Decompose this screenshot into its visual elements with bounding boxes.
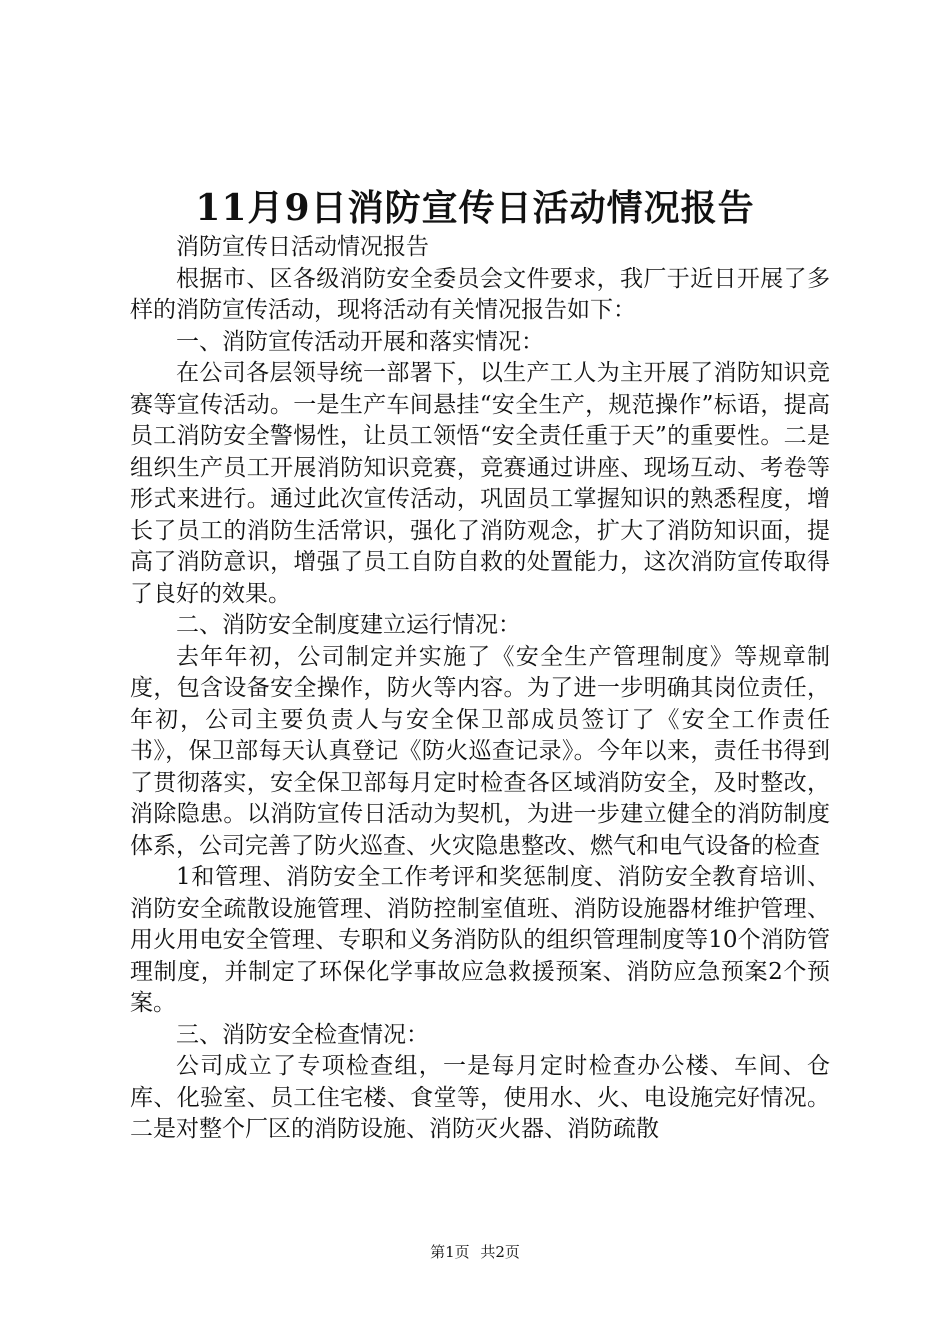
section-heading-1: 一、消防宣传活动开展和落实情况： (176, 328, 544, 355)
paragraph-section-1: 在公司各层领导统一部署下，以生产工人为主开展了消防知识竞赛等宣传活动。一是生产车间悬挂“安全生产，规范操作”标语，提高员工消防安全警惕性，让员工领悟“安全责任重于天”的重要性。二是组织生产员工开展消防知识竞赛，竞赛通过讲座、现场互动、考卷等形式来进行。通过此次宣传活动，巩固员工掌握知识的熟悉程度，增长了员工的消防生活常识，强化了消防观念，扩大了消防知识面，提高了消防意识，增强了员工自防自救的处置能力，这次消防宣传取得了良好的效果。 (130, 360, 830, 607)
document-body (130, 232, 830, 1146)
page-number: 第1页 (430, 1243, 470, 1261)
paragraph-section-3: 公司成立了专项检查组，一是每月定时检查办公楼、车间、仓库、化验室、员工住宅楼、食堂等，使用水、火、电设施完好情况。二是对整个厂区的消防设施、消防灭火器、消防疏散 (130, 1053, 830, 1142)
section-heading-3: 三、消防安全检查情况： (176, 1021, 429, 1048)
paragraph-subtitle: 消防宣传日活动情况报告 (176, 234, 429, 260)
section-heading-2: 二、消防安全制度建立运行情况： (176, 612, 521, 638)
paragraph-intro: 根据市、区各级消防安全委员会文件要求，我厂于近日开展了多样的消防宣传活动，现将活动有关情况报告如下： (130, 265, 830, 323)
page-footer (0, 1242, 950, 1262)
page-total: 共2页 (480, 1243, 520, 1261)
paragraph-section-2: 去年年初，公司制定并实施了《安全生产管理制度》等规章制度，包含设备安全操作，防火等内容。为了进一步明确其岗位责任，年初，公司主要负责人与安全保卫部成员签订了《安全工作责任书》，保卫部每天认真登记《防火巡查记录》。今年以来，责任书得到了贯彻落实，安全保卫部每月定时检查各区域消防安全，及时整改，消除隐患。以消防宣传日活动为契机，为进一步建立健全的消防制度体系，公司完善了防火巡查、火灾隐患整改、燃气和电气设备的检查 (130, 643, 830, 859)
paragraph-section-2-cont: 1和管理、消防安全工作考评和奖惩制度、消防安全教育培训、消防安全疏散设施管理、消防控制室值班、消防设施器材维护管理、用火用电安全管理、专职和义务消防队的组织管理制度等10个消防管理制度，并制定了环保化学事故应急救援预案、消防应急预案2个预案。 (130, 864, 830, 1016)
document-title: 11月9日消防宣传日活动情况报告 (195, 187, 755, 229)
